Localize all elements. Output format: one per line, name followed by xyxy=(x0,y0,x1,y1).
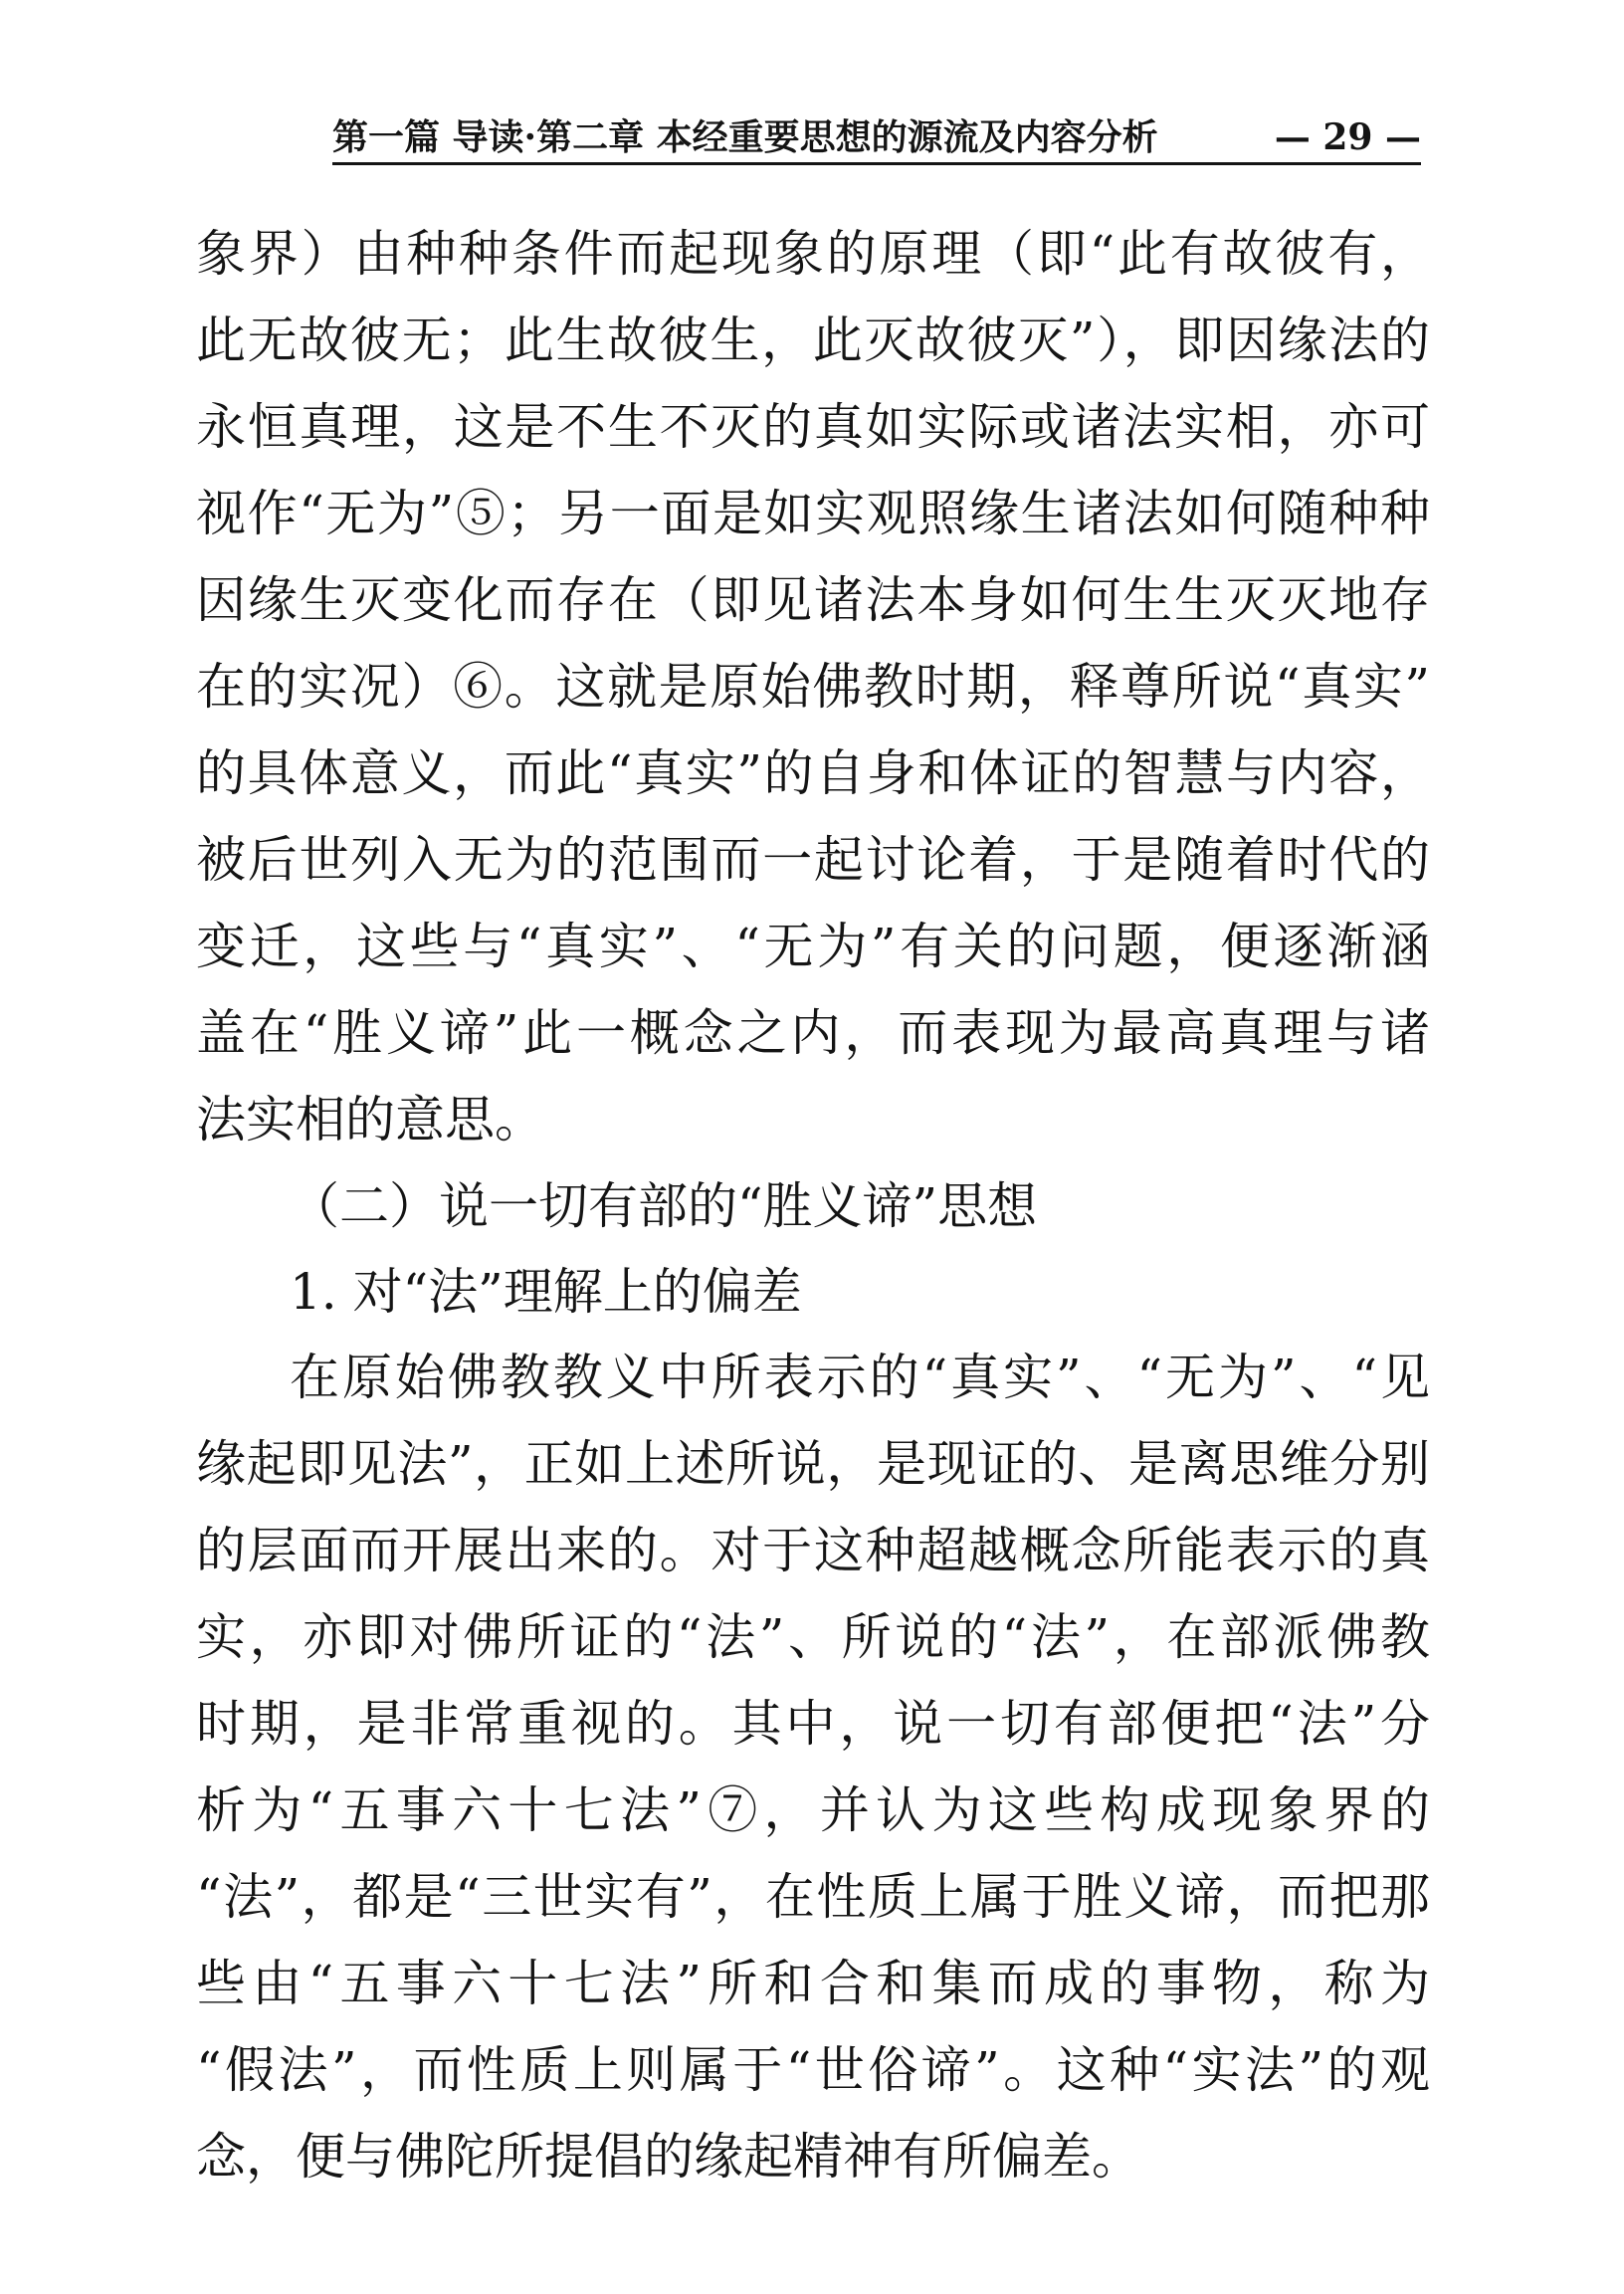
text-line: 盖在“胜义谛”此一概念之内，而表现为最高真理与诸 xyxy=(196,1004,1430,1062)
text-line: 实，亦即对佛所证的“法”、所说的“法”，在部派佛教 xyxy=(196,1608,1430,1666)
text-line: 法实相的意思。 xyxy=(196,1091,544,1148)
running-title: 第一篇 导读·第二章 本经重要思想的源流及内容分析 xyxy=(332,116,1158,158)
text-line: 视作“无为”⑤；另一面是如实观照缘生诸法如何随种种 xyxy=(196,485,1430,542)
text-line: 念，便与佛陀所提倡的缘起精神有所偏差。 xyxy=(196,2128,1141,2186)
running-head xyxy=(332,114,1421,160)
text-line: 在的实况）⑥。这就是原始佛教时期，释尊所说“真实” xyxy=(196,658,1430,716)
text-line: 析为“五事六十七法”⑦，并认为这些构成现象界的 xyxy=(196,1781,1430,1839)
text-line: 象界）由种种条件而起现象的原理（即“此有故彼有， xyxy=(196,225,1430,283)
section-heading: （二）说一切有部的“胜义谛”思想 xyxy=(290,1177,1038,1235)
text-line: 时期，是非常重视的。其中，说一切有部便把“法”分 xyxy=(196,1695,1430,1753)
text-line: 些由“五事六十七法”所和合和集而成的事物，称为 xyxy=(196,1955,1430,2012)
subsection-heading: 1. 对“法”理解上的偏差 xyxy=(290,1263,802,1321)
text-line: 被后世列入无为的范围而一起讨论着，于是随着时代的 xyxy=(196,831,1430,889)
text-line: 因缘生灭变化而存在（即见诸法本身如何生生灭灭地存 xyxy=(196,571,1430,629)
text-line: 的层面而开展出来的。对于这种超越概念所能表示的真 xyxy=(196,1522,1430,1579)
body-text xyxy=(196,211,1430,2200)
text-line: 此无故彼无；此生故彼生，此灭故彼灭”），即因缘法的 xyxy=(196,312,1430,369)
text-line: “法”，都是“三世实有”，在性质上属于胜义谛，而把那 xyxy=(196,1868,1430,1926)
text-line: 在原始佛教教义中所表示的“真实”、“无为”、“见 xyxy=(290,1349,1430,1406)
page-number: — 29 — xyxy=(1274,116,1421,158)
text-line: “假法”，而性质上则属于“世俗谛”。这种“实法”的观 xyxy=(196,2041,1430,2099)
header-rule xyxy=(332,162,1421,165)
text-line: 变迁，这些与“真实”、“无为”有关的问题，便逐渐涵 xyxy=(196,918,1430,975)
text-line: 缘起即见法”，正如上述所说，是现证的、是离思维分别 xyxy=(196,1435,1430,1493)
text-line: 的具体意义，而此“真实”的自身和体证的智慧与内容， xyxy=(196,744,1430,802)
text-line: 永恒真理，这是不生不灭的真如实际或诸法实相，亦可 xyxy=(196,398,1430,456)
